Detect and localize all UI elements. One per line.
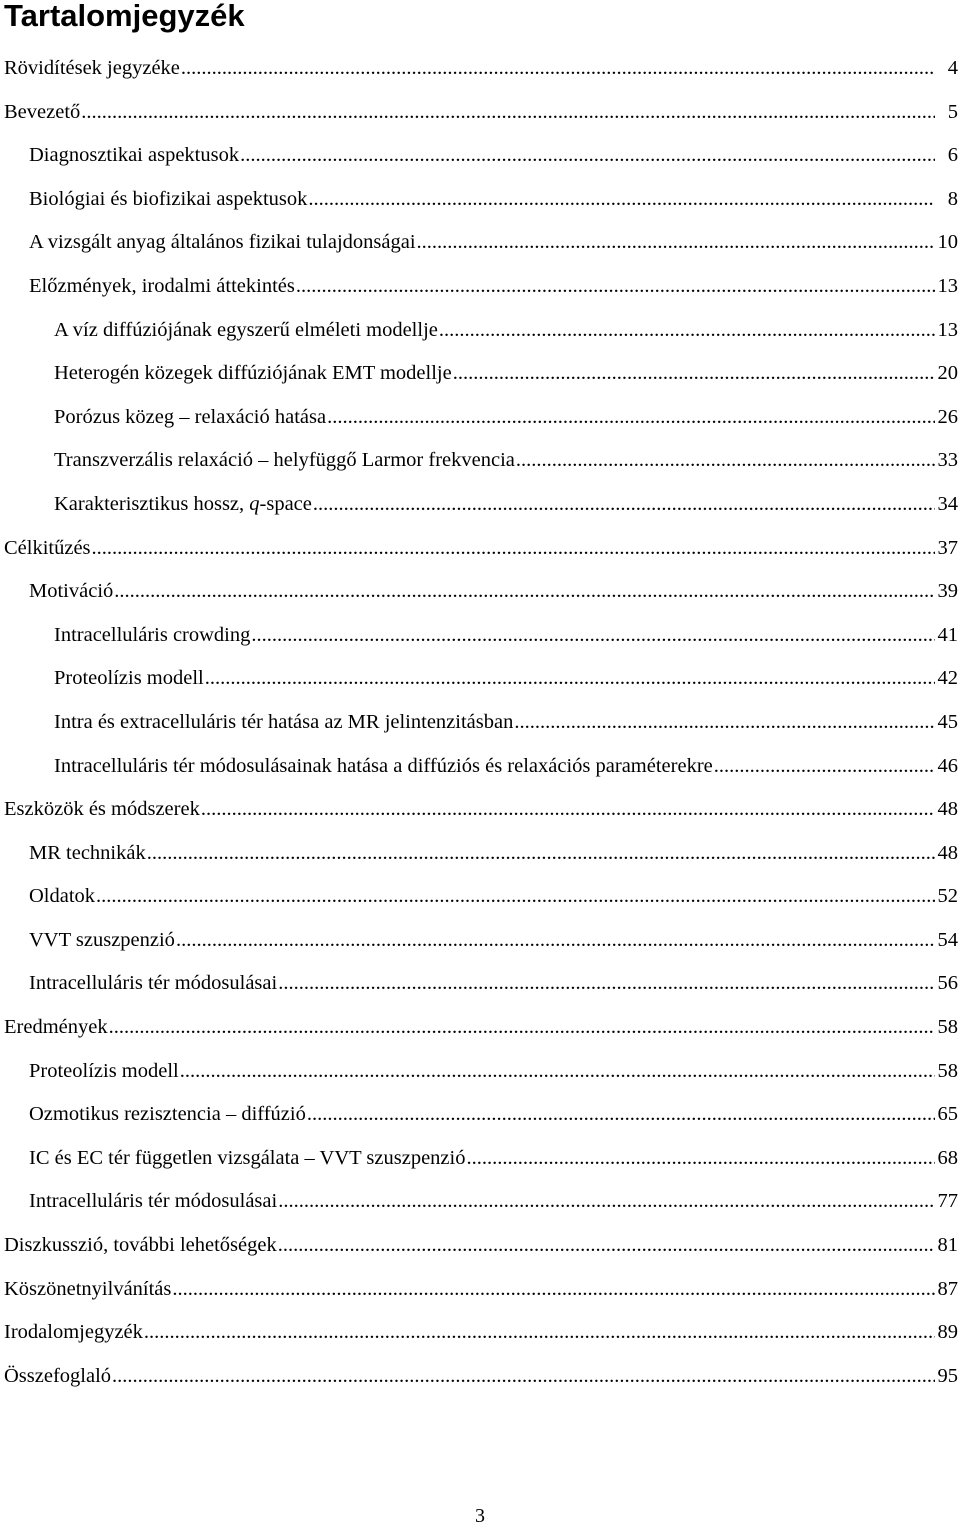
toc-dot-leader <box>453 352 935 396</box>
toc-dot-leader <box>251 614 934 658</box>
toc-entry-label: MR technikák <box>29 841 146 864</box>
toc-dot-leader <box>516 439 935 483</box>
toc-entry-label: Diagnosztikai aspektusok <box>29 144 240 167</box>
toc-entry-page: 39 <box>937 580 958 603</box>
toc-entry-page: 81 <box>937 1234 958 1257</box>
toc-dot-leader <box>96 875 934 919</box>
toc-entry[interactable] <box>0 178 960 222</box>
toc-entry-page: 65 <box>937 1103 958 1126</box>
toc-entry-label: Ozmotikus rezisztencia – diffúzió <box>29 1103 306 1126</box>
toc-dot-leader <box>144 1311 935 1355</box>
toc-entry-label: Rövidítések jegyzéke <box>4 57 180 79</box>
toc-dot-leader <box>278 1224 935 1268</box>
toc-dot-leader <box>147 832 935 876</box>
toc-entry-page: 4 <box>947 57 958 79</box>
toc-entry-label: Köszönetnyilvánítás <box>4 1277 172 1300</box>
toc-entry-label: Eredmények <box>4 1016 108 1039</box>
toc-dot-leader <box>466 1137 934 1181</box>
toc-entry[interactable] <box>0 352 960 396</box>
toc-dot-leader <box>308 178 935 222</box>
toc-entry-page: 45 <box>937 710 958 733</box>
toc-entry[interactable] <box>0 47 960 91</box>
toc-entry-page: 20 <box>937 362 958 385</box>
toc-entry[interactable] <box>0 527 960 571</box>
toc-entry-page: 87 <box>937 1277 958 1300</box>
toc-dot-leader <box>201 788 935 832</box>
toc-dot-leader <box>278 1180 934 1224</box>
toc-dot-leader <box>240 134 935 178</box>
toc-entry[interactable] <box>0 657 960 701</box>
toc-entry-page: 37 <box>937 536 958 559</box>
toc-entry-page: 58 <box>937 1059 958 1082</box>
toc-entry-label: Biológiai és biofizikai aspektusok <box>29 187 308 210</box>
toc-entry[interactable] <box>0 134 960 178</box>
toc-dot-leader <box>176 919 935 963</box>
toc-entry-page: 8 <box>947 187 958 210</box>
toc-entry[interactable] <box>0 919 960 963</box>
toc-entry-page: 68 <box>937 1146 958 1169</box>
toc-entry-label: Heterogén közegek diffúziójának EMT modellje <box>54 362 452 385</box>
page-number: 3 <box>475 1505 485 1527</box>
toc-entry-page: 46 <box>937 754 958 777</box>
toc-dot-leader <box>514 701 934 745</box>
toc-entry[interactable] <box>0 788 960 832</box>
toc-entry[interactable] <box>0 1137 960 1181</box>
toc-entry-page: 48 <box>937 841 958 864</box>
toc-dot-leader <box>205 657 935 701</box>
toc-entry-label: IC és EC tér független vizsgálata – VVT szuszpenzió <box>29 1146 466 1169</box>
toc-entry-page: 52 <box>937 885 958 908</box>
toc-dot-leader <box>714 745 935 789</box>
toc-entry[interactable] <box>0 570 960 614</box>
toc-entry[interactable] <box>0 265 960 309</box>
toc-entry-label: A víz diffúziójának egyszerű elméleti modellje <box>54 318 438 341</box>
toc-entry[interactable] <box>0 483 960 527</box>
toc-entry-label: VVT szuszpenzió <box>29 928 175 951</box>
toc-entry[interactable] <box>0 1224 960 1268</box>
toc-entry[interactable] <box>0 1006 960 1050</box>
toc-dot-leader <box>180 1050 935 1094</box>
toc-entry-page: 89 <box>937 1321 958 1344</box>
toc-entry-label: Diszkusszió, további lehetőségek <box>4 1234 277 1257</box>
toc-entry[interactable] <box>0 221 960 265</box>
toc-dot-leader <box>109 1006 935 1050</box>
toc-entry-page: 13 <box>937 318 958 341</box>
toc-entry[interactable] <box>0 614 960 658</box>
toc-entry[interactable] <box>0 745 960 789</box>
toc-dot-leader <box>181 47 935 91</box>
toc-entry[interactable] <box>0 1050 960 1094</box>
toc-entry-page: 33 <box>937 449 958 472</box>
toc-entry[interactable] <box>0 396 960 440</box>
toc-entry[interactable] <box>0 1268 960 1312</box>
toc-entry[interactable] <box>0 309 960 353</box>
toc-entry-label: Motiváció <box>29 580 114 603</box>
toc-dot-leader <box>112 1355 934 1399</box>
toc-entry-label: Transzverzális relaxáció – helyfüggő Larmor frekvencia <box>54 449 515 472</box>
toc-dot-leader <box>81 91 935 135</box>
toc-entry[interactable] <box>0 962 960 1006</box>
toc-entry-page: 77 <box>937 1190 958 1213</box>
toc-entry-label: Összefoglaló <box>4 1364 112 1387</box>
toc-entry-label: A vizsgált anyag általános fizikai tulajdonságai <box>29 231 416 254</box>
toc-dot-leader <box>114 570 934 614</box>
toc-entry-page: 6 <box>947 144 958 167</box>
toc-dot-leader <box>278 962 934 1006</box>
toc-entry-page: 42 <box>937 667 958 690</box>
toc-entry-label: Intra és extracelluláris tér hatása az MR jelintenzitásban <box>54 710 514 733</box>
toc-entry-label: Intracelluláris tér módosulásai <box>29 972 278 995</box>
toc-dot-leader <box>307 1093 935 1137</box>
toc-entry[interactable] <box>0 1311 960 1355</box>
toc-entry[interactable] <box>0 875 960 919</box>
toc-dot-leader <box>439 309 935 353</box>
toc-entry-label: Intracelluláris tér módosulásai <box>29 1190 278 1213</box>
toc-entry-label: Bevezető <box>4 100 81 123</box>
toc-entry[interactable] <box>0 1180 960 1224</box>
toc-entry[interactable] <box>0 91 960 135</box>
toc-entry-label: Oldatok <box>29 885 96 908</box>
toc-entry-label: Proteolízis modell <box>54 667 204 690</box>
toc-entry-page: 13 <box>937 274 958 297</box>
toc-dot-leader <box>417 221 935 265</box>
toc-entry-page: 26 <box>937 405 958 428</box>
toc-entry-label: Irodalomjegyzék <box>4 1321 143 1344</box>
toc-entry-page: 41 <box>937 623 958 646</box>
toc-dot-leader <box>92 527 935 571</box>
table-of-contents <box>0 47 960 1398</box>
toc-entry-page: 56 <box>937 972 958 995</box>
toc-entry-label: Intracelluláris tér módosulásainak hatása a diffúziós és relaxációs paraméterekre <box>54 754 713 777</box>
toc-entry[interactable] <box>0 701 960 745</box>
toc-entry[interactable] <box>0 832 960 876</box>
toc-dot-leader <box>296 265 935 309</box>
toc-entry-page: 34 <box>937 492 958 515</box>
toc-entry-label: Intracelluláris crowding <box>54 623 251 646</box>
toc-entry-page: 5 <box>947 100 958 123</box>
toc-entry-page: 58 <box>937 1016 958 1039</box>
toc-entry[interactable] <box>0 1355 960 1399</box>
toc-entry-label: Porózus közeg – relaxáció hatása <box>54 405 327 428</box>
toc-dot-leader <box>172 1268 934 1312</box>
toc-dot-leader <box>313 483 935 527</box>
toc-entry-page: 95 <box>937 1364 958 1387</box>
toc-entry[interactable] <box>0 1093 960 1137</box>
toc-entry-page: 10 <box>937 231 958 254</box>
toc-entry-page: 48 <box>937 798 958 821</box>
toc-entry-label: Proteolízis modell <box>29 1059 179 1082</box>
toc-entry-label: Előzmények, irodalmi áttekintés <box>29 274 295 297</box>
page-title: Tartalomjegyzék <box>4 0 245 33</box>
toc-entry-label: Karakterisztikus hossz, q-space <box>54 492 312 515</box>
toc-entry-page: 54 <box>937 928 958 951</box>
toc-dot-leader <box>327 396 934 440</box>
toc-entry[interactable] <box>0 439 960 483</box>
toc-entry-label: Célkitűzés <box>4 536 91 559</box>
toc-entry-label: Eszközök és módszerek <box>4 798 200 821</box>
